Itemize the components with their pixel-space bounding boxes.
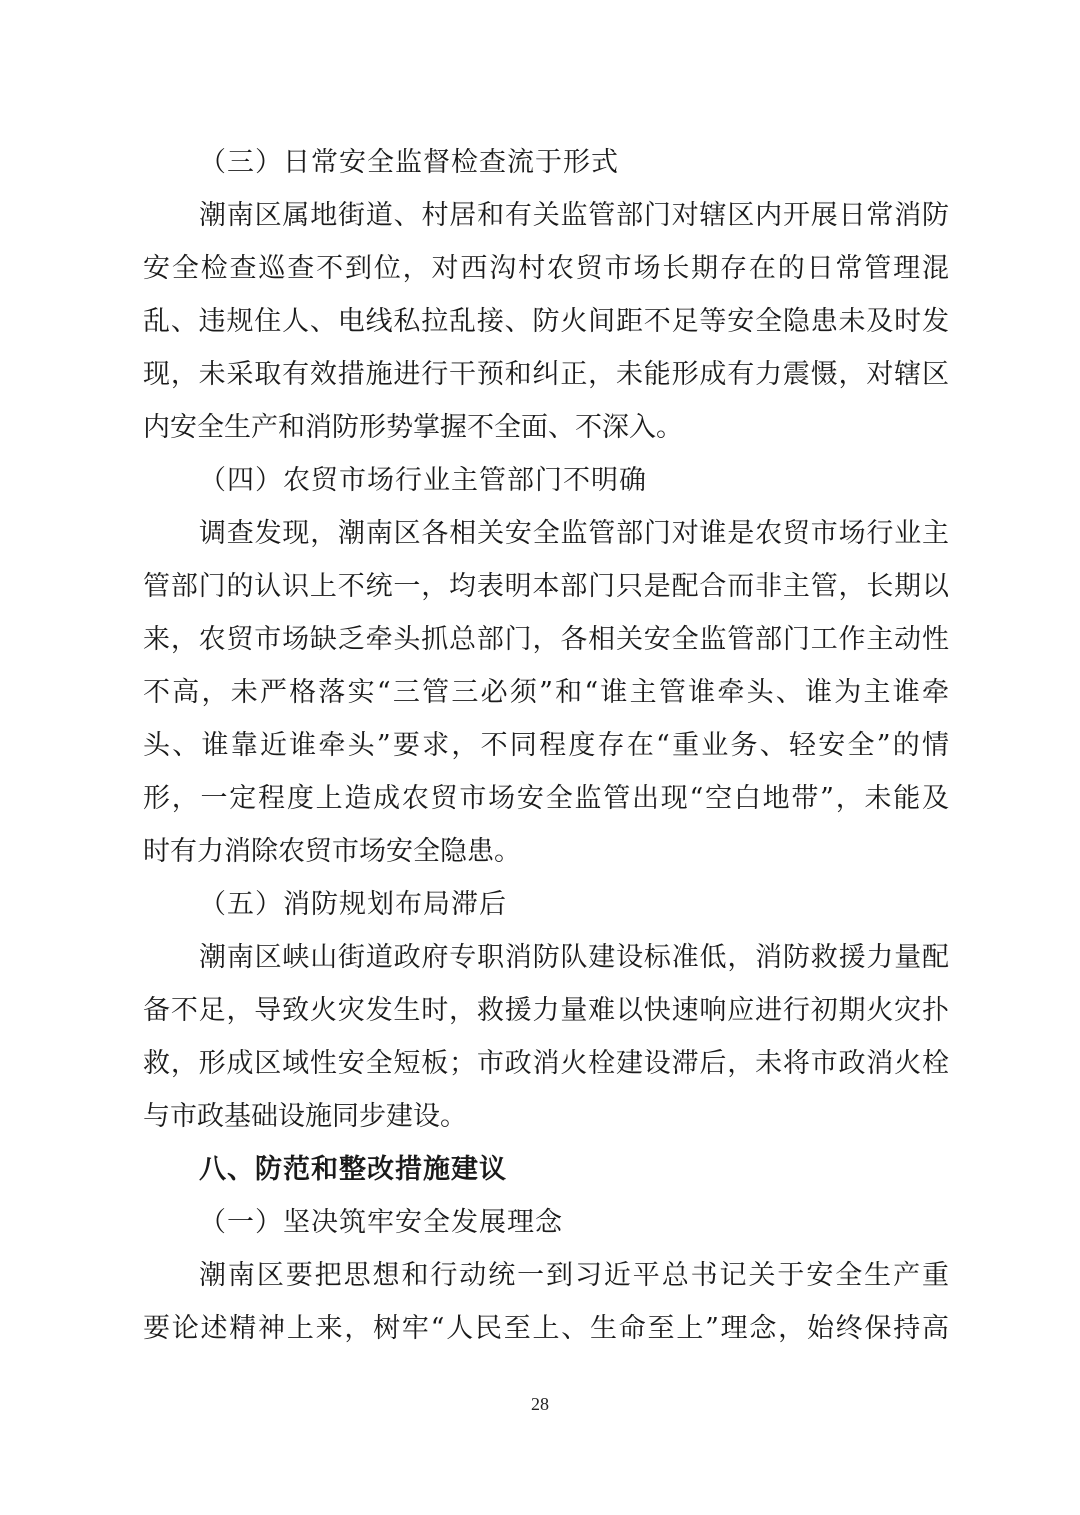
paragraph-line: 潮南区峡山街道政府专职消防队建设标准低，消防救援力量配 — [199, 942, 949, 973]
paragraph-line: 安全检查巡查不到位，对西沟村农贸市场长期存在的日常管理混 — [143, 253, 949, 284]
section-heading-5: （五）消防规划布局滞后 — [199, 889, 507, 920]
paragraph-line: 备不足，导致火灾发生时，救援力量难以快速响应进行初期火灾扑 — [143, 995, 949, 1026]
chapter-heading-8: 八、防范和整改措施建议 — [199, 1154, 507, 1185]
paragraph-line: 头、谁靠近谁牵头”要求，不同程度存在“重业务、轻安全”的情 — [143, 730, 949, 761]
paragraph-line: 来，农贸市场缺乏牵头抓总部门，各相关安全监管部门工作主动性 — [143, 624, 949, 655]
paragraph-line: 时有力消除农贸市场安全隐患。 — [143, 836, 521, 867]
paragraph-line: 要论述精神上来，树牢“人民至上、生命至上”理念，始终保持高 — [143, 1313, 949, 1344]
section-heading-4: （四）农贸市场行业主管部门不明确 — [199, 465, 647, 496]
paragraph-line: 管部门的认识上不统一，均表明本部门只是配合而非主管，长期以 — [143, 571, 949, 602]
paragraph-line: 乱、违规住人、电线私拉乱接、防火间距不足等安全隐患未及时发 — [143, 306, 949, 337]
paragraph-line: 潮南区要把思想和行动统一到习近平总书记关于安全生产重 — [199, 1260, 949, 1291]
page-body — [143, 136, 949, 1355]
paragraph-line: 形，一定程度上造成农贸市场安全监管出现“空白地带”，未能及 — [143, 783, 949, 814]
paragraph-line: 与市政基础设施同步建设。 — [143, 1101, 467, 1132]
paragraph-line: 现，未采取有效措施进行干预和纠正，未能形成有力震慑，对辖区 — [143, 359, 949, 390]
paragraph-line: 潮南区属地街道、村居和有关监管部门对辖区内开展日常消防 — [199, 200, 949, 231]
section-heading-8-1: （一）坚决筑牢安全发展理念 — [199, 1207, 563, 1238]
page-number: 28 — [531, 1394, 549, 1414]
paragraph-line: 内安全生产和消防形势掌握不全面、不深入。 — [143, 412, 683, 443]
paragraph-line: 调查发现，潮南区各相关安全监管部门对谁是农贸市场行业主 — [199, 518, 949, 549]
section-heading-3: （三）日常安全监督检查流于形式 — [199, 147, 619, 178]
paragraph-line: 救，形成区域性安全短板；市政消火栓建设滞后，未将市政消火栓 — [143, 1048, 949, 1079]
paragraph-line: 不高，未严格落实“三管三必须”和“谁主管谁牵头、谁为主谁牵 — [143, 677, 949, 708]
